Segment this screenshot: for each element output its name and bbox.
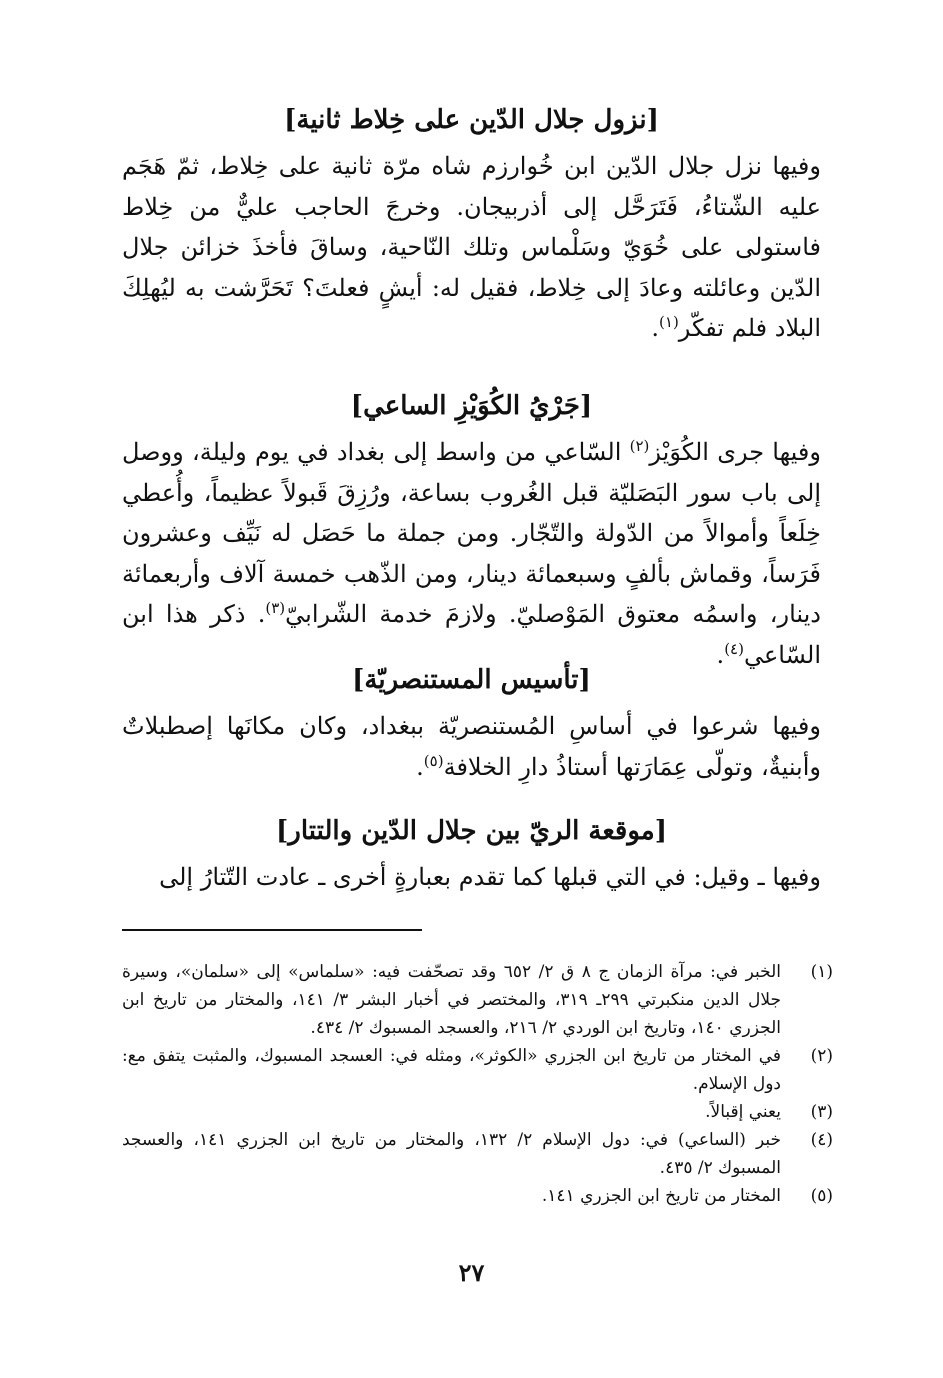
paragraph-text: . ذكر هذا ابن السّاعي	[122, 600, 821, 669]
paragraph-text: وفيها شرعوا في أساسِ المُستنصريّة ببغداد، وكان مكانَها إصطبلاتٌ وأبنيةٌ، وتولّى عِمَارَتها أستاذُ دارِ الخلافة	[122, 712, 821, 781]
footnote-ref[interactable]: (٤)	[724, 639, 744, 658]
footnote-number: (٤)	[810, 1130, 833, 1150]
page-number: ٢٧	[458, 1258, 485, 1287]
paragraph-ending: .	[651, 314, 660, 343]
section-heading: [موقعة الريّ بين جلال الدّين والتتار]	[275, 816, 667, 846]
section-heading: [نزول جلال الدّين على خِلاط ثانية]	[284, 105, 659, 135]
footnote-ref[interactable]: (١)	[659, 313, 679, 332]
paragraph-text: وفيها جرى الكُوَيْز	[649, 438, 821, 466]
section-paragraph	[122, 857, 821, 898]
paragraph-text: وفيها ـ وقيل: في التي قبلها كما تقدم بعبارةٍ أخرى ـ عادت التّتارُ إلى	[159, 863, 821, 891]
footnote-text: المختار من تاريخ ابن الجزري ١٤١.	[541, 1186, 781, 1206]
section-battle-rayy	[122, 811, 821, 898]
section-paragraph	[122, 146, 821, 349]
footnote-number: (٢)	[810, 1046, 833, 1066]
footnote-item	[122, 1098, 833, 1126]
footnote-number: (٣)	[810, 1102, 833, 1122]
footnote-text: الخبر في: مرآة الزمان ج ٨ ق ٢/ ٦٥٢ وقد تصحّفت فيه: «سلماس» إلى «سلمان»، وسيرة جلال الدين منكبرتي ٢٩٩ـ ٣١٩، والمختصر في أخبار البشر ٣/ ١٤١، والمختار من تاريخ ابن الجزري ١٤٠، وتاريخ ابن الوردي ٢/ ٢١٦، والعسجد المسبوك ٢/ ٤٣٤.	[122, 962, 781, 1038]
footnotes	[122, 958, 833, 1210]
footnote-separator	[122, 929, 422, 931]
paragraph-ending: .	[416, 752, 424, 781]
footnote-text: يعني إقبالاً.	[705, 1102, 781, 1122]
section-heading: [جَرْيُ الكُوَيْزِ الساعي]	[350, 391, 593, 421]
footnote-number: (٥)	[810, 1186, 833, 1206]
section-paragraph	[122, 432, 821, 676]
footnote-text: خبر (الساعي) في: دول الإسلام ٢/ ١٣٢، والمختار من تاريخ ابن الجزري ١٤١، والعسجد المسبوك ٢/ ٤٣٥.	[122, 1130, 781, 1178]
footnote-item	[122, 1126, 833, 1182]
section-paragraph	[122, 706, 821, 787]
paragraph-ending: .	[716, 640, 725, 669]
footnote-number: (١)	[810, 962, 833, 982]
section-mustansiriya	[122, 660, 821, 787]
footnote-item	[122, 958, 833, 1042]
section-jalal-khilat	[122, 100, 821, 349]
paragraph-text: وفيها نزل جلال الدّين ابن خُوارزم شاه مرّة ثانية على خِلاط، ثمّ هَجَم عليه الشّتاءُ، فَتَرَحَّل إلى أذربيجان. وخرجَ الحاجب عليٌّ من خِلاط فاستولى على خُوَيّ وسَلْماس وتلك النّاحية، وساقَ فأخذَ خزائن جلال الدّين وعائلته وعادَ إلى خِلاط، فقيل له: أيشٍ فعلتَ؟ تَحَرَّشت به ليُهلِكَ البلاد فلم تفكّر	[122, 152, 821, 343]
section-kuwayz-runner	[122, 386, 821, 676]
section-heading: [تأسيس المستنصريّة]	[352, 665, 591, 695]
footnote-text: في المختار من تاريخ ابن الجزري «الكوثر»، ومثله في: العسجد المسبوك، والمثبت يتفق مع: دول الإسلام.	[122, 1046, 781, 1094]
footnote-item	[122, 1182, 833, 1210]
footnote-ref[interactable]: (٥)	[423, 751, 444, 770]
footnote-ref[interactable]: (٣)	[265, 599, 286, 618]
paragraph-text: السّاعي من واسط إلى بغداد في يوم وليلة، ووصل إلى باب سور البَصَليّة قبل الغُروب بساعة، ورُزِقَ قَبولاً عظيماً، وأُعطي خِلَعاً وأموالاً من الدّولة والتّجّار. ومن جملة ما حَصَل له نَيِّف وعشرون فَرَساً، وقماش بألفٍ وسبعمائة دينار، ومن الذّهب خمسة آلاف وأربعمائة دينار، واسمُه معتوق المَوْصليّ. ولازمَ خدمة الشّرابيّ	[122, 438, 821, 629]
footnote-ref[interactable]: (٢)	[629, 437, 650, 455]
footnote-item	[122, 1042, 833, 1098]
